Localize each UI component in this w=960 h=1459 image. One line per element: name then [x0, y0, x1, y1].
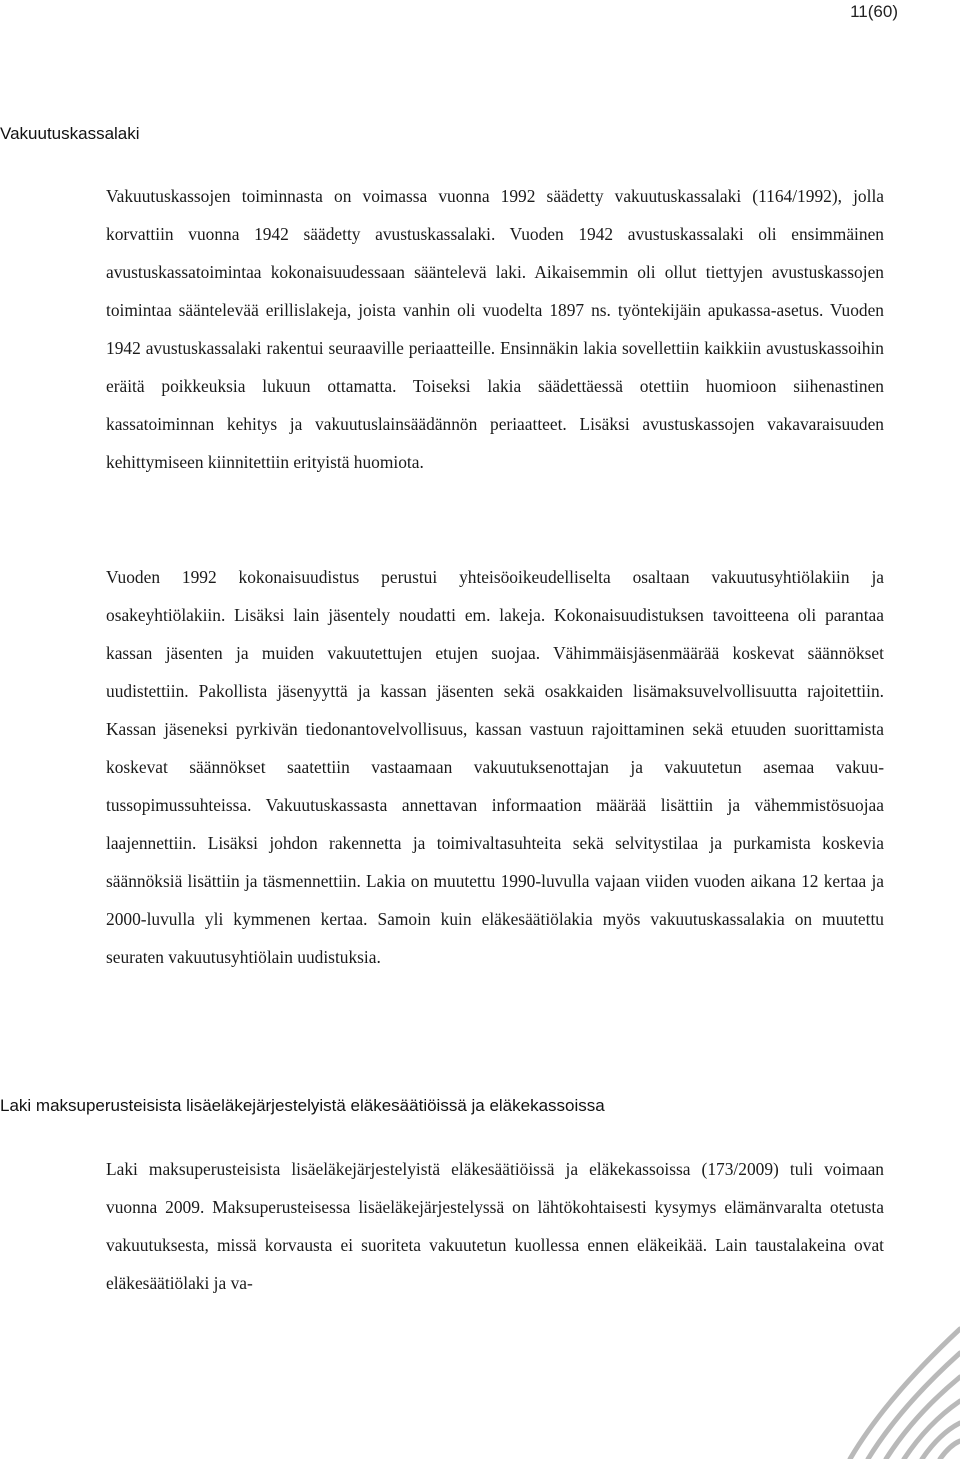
- page-number: 11(60): [850, 2, 898, 21]
- paragraph-3: Laki maksuperusteisista lisäeläkejärjestelyistä eläkesäätiöissä ja eläkekassoissa (173/2009) tuli voimaan vuonna 2009. Maksuperusteisessa lisäeläkejärjestelyssä on lähtökohtaisesti kysymys elämänvaralta otetusta vakuutuksesta, missä korvausta ei suoriteta vakuutetun kuollessa ennen eläkeikää. Lain taustalakeina ovat eläkesäätiölaki ja va-: [106, 1159, 884, 1293]
- paragraph-2: Vuoden 1992 kokonaisuudistus perustui yhteisöoikeudelliselta osaltaan vakuutusyhtiölakiin ja osakeyhtiölakiin. Lisäksi lain jäsentely noudatti em. lakeja. Kokonaisuudistuksen tavoitteena oli parantaa kassan jäsenten ja muiden vakuutettujen etujen suojaa. Vähimmäisjäsenmäärää koskevat säännökset uudistettiin. Pakollista jäsenyyttä ja kassan jäsenten sekä osakkaiden lisämaksuvelvollisuutta rajoitettiin. Kassan jäseneksi pyrkivän tiedonantovelvollisuus, kassan vastuun rajoittaminen sekä etuuden suorittamista koskevat säännökset saatettiin vastaamaan vakuutuksenottajan ja vakuutetun asemaa vakuutussopimussuhteissa. Vakuutuskassasta annettavan informaation määrää lisättiin ja vähemmistösuojaa laajennettiin. Lisäksi johdon rakennetta ja toimivaltasuhteita sekä selvitystilaa ja purkamista koskevia säännöksiä lisättiin ja täsmennettiin. Lakia on muutettu 1990-luvulla vajaan viiden vuoden aikana 12 kertaa ja 2000-luvulla yli kymmenen kertaa. Samoin kuin eläkesäätiölakia myös vakuutuskassalakia on muutettu seuraten vakuutusyhtiölain uudistuksia.: [106, 567, 884, 967]
- section-heading-vakuutuskassalaki: Vakuutuskassalaki: [0, 124, 140, 143]
- decoration-stroke: [940, 1441, 960, 1459]
- corner-decoration: [830, 1309, 960, 1459]
- paragraph-1: Vakuutuskassojen toiminnasta on voimassa vuonna 1992 säädetty vakuutuskassalaki (1164/1992), jolla korvattiin vuonna 1942 säädetty avustuskassalaki. Vuoden 1942 avustuskassalaki oli ensimmäinen avustuskassatoimintaa kokonaisuudessaan sääntelevä laki. Aikaisemmin oli ollut tiettyjen avustuskassojen toimintaa sääntelevää erillislakeja, joista vanhin oli vuodelta 1897 ns. työntekijäin apukassa-asetus. Vuoden 1942 avustuskassalaki rakentui seuraaville periaatteille. Ensinnäkin lakia sovellettiin kaikkiin avustuskassoihin eräitä poikkeuksia lukuun ottamatta. Toiseksi lakia säädettäessä otettiin huomioon siihenastinen kassatoiminnan kehitys ja vakuutuslainsäädännön periaatteet. Lisäksi avustuskassojen vakavaraisuuden kehittymiseen kiinnitettiin erityistä huomiota.: [106, 186, 884, 472]
- section-heading-maksuperusteiset: Laki maksuperusteisista lisäeläkejärjestelyistä eläkesäätiöissä ja eläkekassoissa: [0, 1096, 605, 1115]
